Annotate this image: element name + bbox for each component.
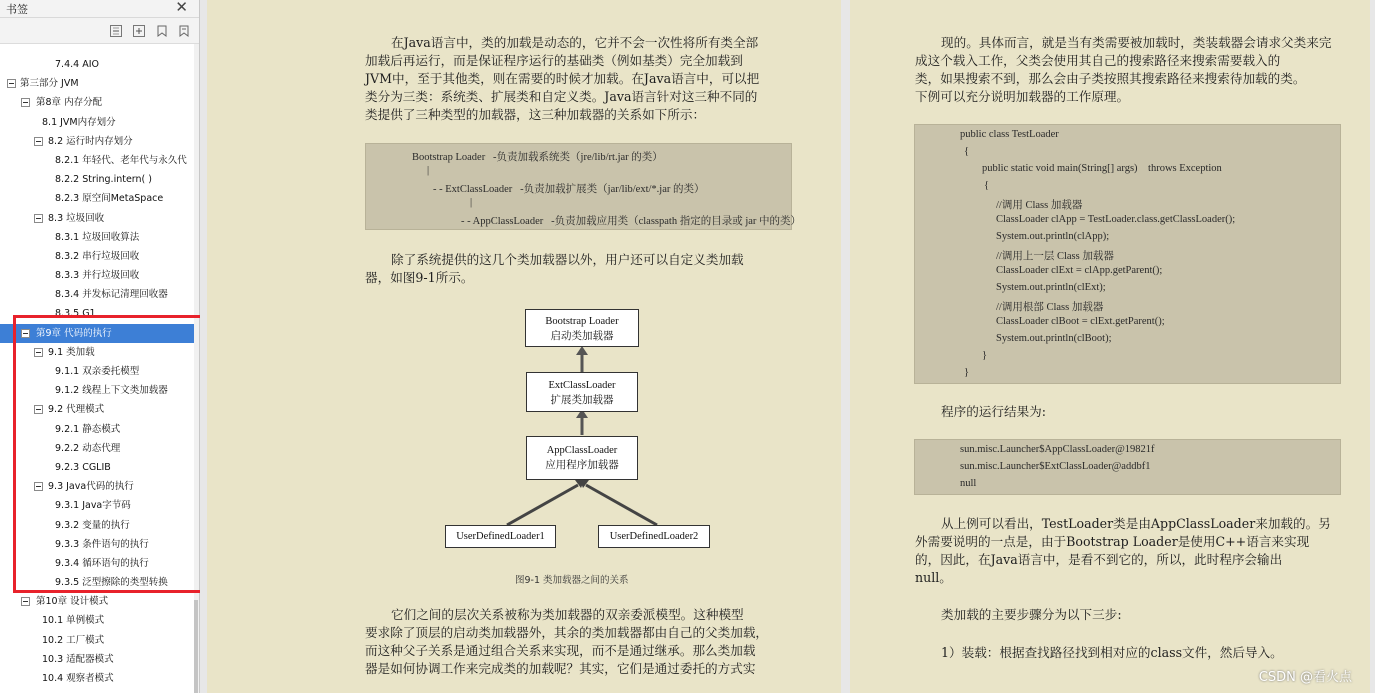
code-line: } [964, 367, 970, 378]
text-line: 现的。具体而言，就是当有类需要被加载时，类装载器会请求父类来完 [941, 35, 1332, 50]
bookmark-label: 10.2 工厂模式 [42, 634, 105, 646]
collapse-toggle-icon[interactable] [34, 482, 43, 491]
code-line: System.out.println(clBoot); [996, 333, 1112, 344]
bookmark-item[interactable] [0, 247, 194, 266]
bookmark-item[interactable] [0, 151, 194, 170]
node-label: 扩展类加载器 [550, 395, 614, 406]
bookmark-item[interactable] [0, 592, 194, 611]
app-class-loader-node [526, 436, 638, 480]
bookmark-item[interactable] [0, 439, 194, 458]
collapse-toggle-icon[interactable] [7, 79, 16, 88]
collapse-toggle-icon[interactable] [34, 214, 43, 223]
bookmark-label: 10.4 观察者模式 [42, 673, 114, 684]
bootstrap-loader-node [525, 309, 639, 347]
text-line: 从上例可以看出，TestLoader类是由AppClassLoader来加载的。另 [941, 516, 1331, 531]
bookmark-label: 8.2.1 年轻代、老年代与永久代 [55, 154, 187, 166]
document-viewer[interactable] [200, 0, 1375, 693]
bookmark-item[interactable] [0, 650, 194, 669]
bookmark-item[interactable] [0, 496, 194, 515]
bookmark-label: 9.1 类加载 [48, 346, 95, 358]
bookmark-label: 8.3.3 并行垃圾回收 [55, 270, 140, 282]
bookmark-label: 9.1.1 双亲委托模型 [55, 366, 140, 377]
code-line: | [470, 197, 473, 208]
bookmark-item[interactable] [0, 362, 194, 381]
bookmark-label: 9.3.4 循环语句的执行 [55, 557, 149, 569]
collapse-toggle-icon[interactable] [21, 329, 30, 338]
bookmark-item[interactable] [0, 458, 194, 477]
user-defined-loader-1-node: UserDefinedLoader1 [445, 525, 556, 548]
output-block [914, 439, 1341, 495]
figure-caption: 图9-1 类加载器之间的关系 [515, 575, 629, 586]
bookmark-item[interactable] [0, 74, 194, 93]
code-line: ClassLoader clExt = clApp.getParent(); [996, 265, 1163, 276]
bookmark-item[interactable] [0, 400, 194, 419]
bookmark-item[interactable] [0, 209, 194, 228]
bookmark-label: 8.3 垃圾回收 [48, 212, 105, 224]
bookmark-label: 9.2.1 静态模式 [55, 423, 121, 435]
text-line: null。 [915, 570, 952, 585]
bookmark-label: 8.3.1 垃圾回收算法 [55, 231, 140, 243]
bookmark-item[interactable] [0, 381, 194, 400]
bookmark-label: 8.2 运行时内存划分 [48, 135, 133, 147]
text-line: 类分为三类：系统类、扩展类和自定义类。Java语言针对这三种不同的 [365, 89, 758, 104]
code-line: System.out.println(clApp); [996, 231, 1110, 242]
text-line: 的，因此，在Java语言中，是看不到它的，所以，此时程序会输出 [915, 552, 1283, 567]
close-icon[interactable]: ✕ [175, 0, 188, 16]
node-label: Bootstrap Loader [545, 316, 619, 327]
bookmark-item[interactable] [0, 535, 194, 554]
watermark: CSDN @看火点 [1258, 670, 1352, 685]
code-line: } [982, 350, 988, 361]
collapse-toggle-icon[interactable] [34, 405, 43, 414]
right-page [850, 0, 1370, 693]
bookmark-label: 7.4.4 AIO [55, 59, 99, 70]
bookmark-item[interactable] [0, 285, 194, 304]
collapse-toggle-icon[interactable] [21, 98, 30, 107]
bookmark-label: 9.3.2 变量的执行 [55, 519, 130, 531]
text-line: JVM中，至于其他类，则在需要的时候才加载。在Java语言中，可以把 [365, 71, 760, 86]
sidebar-scrollbar-thumb[interactable] [194, 600, 198, 693]
text-line: 而这种父子关系是通过组合关系来实现，而不是通过继承。那么类加载 [365, 643, 756, 658]
paragraph [365, 606, 797, 678]
bookmark-label: 9.2.2 动态代理 [55, 442, 121, 454]
text-line: 它们之间的层次关系被称为类加载器的双亲委派模型。这种模型 [391, 607, 744, 622]
bookmark-item[interactable] [0, 189, 194, 208]
bookmark-label: 第三部分 JVM [20, 78, 79, 90]
bookmark-item[interactable] [0, 266, 194, 285]
text-line: 加载后再运行，而是保证程序运行的基础类（例如基类）完全加载到 [365, 53, 743, 68]
run-result-label: 程序的运行结果为: [941, 404, 1046, 419]
bookmark-item[interactable] [0, 516, 194, 535]
paragraph [915, 515, 1340, 587]
node-label: AppClassLoader [546, 445, 618, 456]
bookmarks-header [0, 0, 199, 18]
bookmark-item[interactable] [0, 631, 194, 650]
text-line: 器，如图9-1所示。 [365, 270, 474, 285]
code-line: System.out.println(clExt); [996, 282, 1106, 293]
bookmarks-title: 书签 [6, 3, 28, 16]
code-line: ClassLoader clApp = TestLoader.class.getClassLoader(); [996, 214, 1236, 225]
bookmark-item[interactable] [0, 93, 194, 112]
node-label: 应用程序加载器 [545, 460, 619, 471]
collapse-toggle-icon[interactable] [34, 137, 43, 146]
bookmark-label: 9.1.2 线程上下文类加载器 [55, 385, 168, 397]
bookmark-label: 10.1 单例模式 [42, 615, 105, 627]
text-line: 外需要说明的一点是，由于Bootstrap Loader是使用C++语言来实现 [915, 534, 1310, 549]
output-line: sun.misc.Launcher$ExtClassLoader@addbf1 [960, 461, 1151, 472]
text-line: 要求除了顶层的启动类加载器外，其余的类加载器都由自己的父类加载， [365, 625, 768, 640]
code-line: public class TestLoader [960, 129, 1059, 140]
bookmark-item[interactable] [0, 420, 194, 439]
bookmark-label: 8.2.2 String.intern( ) [55, 174, 152, 186]
text-line: 除了系统提供的这几个类加载器以外，用户还可以自定义类加载 [391, 252, 744, 267]
text-line: 类，如果搜索不到，那么会由子类按照其搜索路径来搜索待加载的类。 [915, 71, 1306, 86]
code-line: Bootstrap Loader -负责加载系统类（jre/lib/rt.jar 的类） [412, 152, 663, 163]
bookmark-label: 8.1 JVM内存划分 [42, 116, 116, 128]
text-line: 下例可以充分说明加载器的工作原理。 [915, 89, 1130, 104]
bookmark-label: 8.3.2 串行垃圾回收 [55, 250, 140, 262]
bookmark-label: 9.3.5 泛型擦除的类型转换 [55, 577, 168, 589]
expand-all-icon[interactable] [133, 25, 145, 37]
bookmark-label: 8.3.4 并发标记清理回收器 [55, 289, 168, 301]
left-page [207, 0, 841, 693]
bookmark-label: 第9章 代码的执行 [36, 327, 112, 339]
bookmark-item[interactable] [0, 170, 194, 189]
bookmark-item[interactable] [0, 611, 194, 630]
paragraph: 1）装载：根据查找路径找到相对应的class文件，然后导入。 [941, 645, 1283, 660]
code-line: //调用 Class 加载器 [996, 200, 1083, 211]
bookmark-label: 8.2.3 原空间MetaSpace [55, 193, 164, 205]
bookmark-label: 第10章 设计模式 [36, 596, 109, 608]
bookmark-item[interactable] [0, 669, 194, 688]
bookmarks-toolbar [0, 18, 199, 44]
code-line: //调用根部 Class 加载器 [996, 302, 1104, 313]
code-line: ClassLoader clBoot = clExt.getParent(); [996, 316, 1165, 327]
bookmark-item[interactable] [0, 324, 194, 343]
code-line: - - AppClassLoader -负责加载应用类（classpath 指定的目录或 jar 中的类） [461, 216, 802, 227]
bookmark-label: 9.3.1 Java字节码 [55, 500, 131, 512]
bookmark-label: 10.3 适配器模式 [42, 653, 114, 665]
bookmark-item[interactable] [0, 304, 194, 323]
bookmark-label: 8.3.5 G1 [55, 308, 96, 320]
bookmark-label: 9.3 Java代码的执行 [48, 481, 134, 493]
code-line: //调用上一层 Class 加载器 [996, 251, 1114, 262]
bookmark-tree [0, 55, 194, 688]
bookmark-item[interactable] [0, 477, 194, 496]
bookmark-item[interactable] [0, 132, 194, 151]
bookmark-item[interactable] [0, 343, 194, 362]
paragraph [915, 34, 1340, 106]
bookmark-item[interactable] [0, 573, 194, 592]
code-line: { [964, 146, 970, 157]
text-line: 在Java语言中，类的加载是动态的，它并不会一次性将所有类全部 [391, 35, 759, 50]
collapse-toggle-icon[interactable] [21, 597, 30, 606]
code-line: public static void main(String[] args) throws Exception [982, 163, 1222, 174]
node-label: 启动类加载器 [550, 331, 614, 342]
code-line: - - ExtClassLoader -负责加载扩展类（jar/lib/ext/*.jar 的类） [433, 184, 705, 195]
bookmark-item[interactable] [0, 554, 194, 573]
bookmark-label: 9.2.3 CGLIB [55, 461, 111, 473]
bookmark-item[interactable] [0, 113, 194, 132]
diagram-connectors [207, 0, 841, 693]
collapse-all-icon[interactable] [110, 25, 122, 37]
paragraph: 类加载的主要步骤分为以下三步: [941, 607, 1122, 622]
output-line: sun.misc.Launcher$AppClassLoader@19821f [960, 444, 1155, 455]
user-defined-loader-2-node: UserDefinedLoader2 [598, 525, 710, 548]
bookmark-label: 9.2 代理模式 [48, 404, 105, 416]
bookmarks-panel [0, 0, 200, 693]
node-label: ExtClassLoader [548, 380, 616, 391]
code-block-testloader [914, 124, 1341, 384]
output-line: null [960, 478, 977, 489]
code-line: | [427, 165, 430, 176]
collapse-toggle-icon[interactable] [34, 348, 43, 357]
text-line: 器是如何协调工作来完成类的加载呢？其实，它们是通过委托的方式实 [365, 661, 756, 676]
class-loader-diagram [207, 0, 841, 693]
bookmark-item[interactable] [0, 228, 194, 247]
code-line: { [984, 180, 990, 191]
bookmark-add-icon[interactable] [178, 25, 190, 37]
text-line: 成这个载入工作，父类会使用其自己的搜索路径来搜索需要载入的 [915, 53, 1281, 68]
bookmark-item[interactable] [0, 55, 194, 74]
bookmark-icon[interactable] [156, 25, 168, 37]
bookmark-label: 9.3.3 条件语句的执行 [55, 538, 149, 550]
text-line: 类提供了三种类型的加载器，这三种加载器的关系如下所示： [365, 107, 706, 122]
bookmark-label: 第8章 内存分配 [36, 97, 103, 109]
ext-class-loader-node [526, 372, 638, 412]
